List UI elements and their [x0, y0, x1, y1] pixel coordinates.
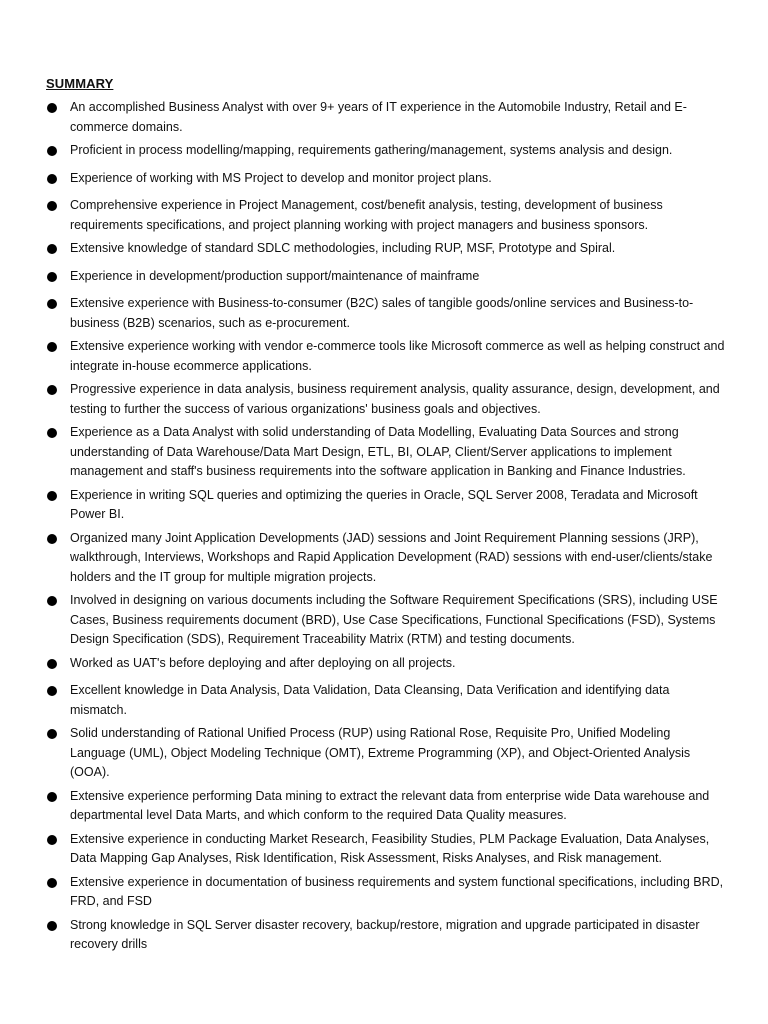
- bullet-icon: [47, 659, 57, 669]
- summary-item-text: An accomplished Business Analyst with over 9+ years of IT experience in the Automobile Industry, Retail and E-commerce domains.: [70, 100, 687, 134]
- bullet-icon: [47, 299, 57, 309]
- summary-item-text: Progressive experience in data analysis, business requirement analysis, quality assurance, design, development, and testing to further the success of various organizations' business goals and objectives.: [70, 382, 720, 416]
- summary-item: [46, 486, 726, 525]
- summary-item: [46, 98, 726, 137]
- bullet-icon: [47, 878, 57, 888]
- summary-item-text: Experience in development/production support/maintenance of mainframe: [70, 268, 480, 283]
- summary-item: [46, 169, 726, 189]
- bullet-icon: [47, 385, 57, 395]
- summary-item-text: Extensive experience performing Data mining to extract the relevant data from enterprise wide Data warehouse and departmental level Data Marts, and which conform to the required Data Quality measures.: [70, 788, 710, 822]
- summary-item-text: Comprehensive experience in Project Management, cost/benefit analysis, testing, development of business requirements specifications, and project planning working with project managers and business sponsors.: [70, 198, 663, 232]
- bullet-icon: [47, 146, 57, 156]
- bullet-icon: [47, 103, 57, 113]
- bullet-icon: [47, 729, 57, 739]
- summary-item-text: Extensive experience in conducting Market Research, Feasibility Studies, PLM Package Evaluation, Data Analyses, Data Mapping Gap Analyses, Risk Identification, Risk Assessment, Risks Analyses, and Risk management.: [70, 831, 710, 865]
- summary-heading: SUMMARY: [46, 76, 114, 91]
- bullet-icon: [47, 596, 57, 606]
- summary-item: [46, 529, 726, 588]
- bullet-icon: [47, 428, 57, 438]
- summary-item: [46, 141, 726, 161]
- bullet-icon: [47, 835, 57, 845]
- summary-item-text: Extensive experience with Business-to-consumer (B2C) sales of tangible goods/online services and Business-to-business (B2B) scenarios, such as e-procurement.: [70, 296, 694, 330]
- summary-item-text: Strong knowledge in SQL Server disaster recovery, backup/restore, migration and upgrade participated in disaster recovery drills: [70, 917, 700, 951]
- summary-item: [46, 916, 726, 955]
- summary-item-text: Experience in writing SQL queries and optimizing the queries in Oracle, SQL Server 2008, Teradata and Microsoft Power BI.: [70, 487, 698, 521]
- bullet-icon: [47, 921, 57, 931]
- summary-item-text: Excellent knowledge in Data Analysis, Data Validation, Data Cleansing, Data Verification and identifying data mismatch.: [70, 683, 670, 717]
- bullet-icon: [47, 686, 57, 696]
- summary-item: [46, 654, 726, 674]
- summary-item: [46, 873, 726, 912]
- bullet-icon: [47, 792, 57, 802]
- bullet-icon: [47, 272, 57, 282]
- summary-item: [46, 830, 726, 869]
- bullet-icon: [47, 342, 57, 352]
- summary-item-text: Organized many Joint Application Developments (JAD) sessions and Joint Requirement Planning sessions (JRP), walkthrough, Interviews, Workshops and Rapid Application Development (RAD) sessions with end-user/clients/stake holders and the IT group for multiple migration projects.: [70, 530, 713, 584]
- summary-item-text: Solid understanding of Rational Unified Process (RUP) using Rational Rose, Requisite Pro, Unified Modeling Language (UML), Object Modeling Technique (OMT), Extreme Programming (XP), and Object-Oriented Analysis (OOA).: [70, 726, 691, 779]
- summary-item: [46, 787, 726, 826]
- summary-item: [46, 681, 726, 720]
- summary-item: [46, 380, 726, 419]
- summary-item-text: Extensive experience in documentation of business requirements and system functional specifications, including BRD, FRD, and FSD: [70, 874, 724, 908]
- summary-item-text: Worked as UAT's before deploying and after deploying on all projects.: [70, 655, 456, 670]
- summary-item: [46, 239, 726, 259]
- summary-bullet-list: [46, 98, 726, 959]
- summary-item: [46, 337, 726, 376]
- bullet-icon: [47, 491, 57, 501]
- bullet-icon: [47, 174, 57, 184]
- bullet-icon: [47, 201, 57, 211]
- summary-item: [46, 591, 726, 650]
- summary-item: [46, 724, 726, 783]
- summary-item-text: Extensive knowledge of standard SDLC methodologies, including RUP, MSF, Prototype and Spiral.: [70, 241, 616, 255]
- summary-item: [46, 423, 726, 482]
- summary-item-text: Experience of working with MS Project to develop and monitor project plans.: [70, 170, 492, 185]
- summary-item-text: Involved in designing on various documents including the Software Requirement Specifications (SRS), including USE Cases, Business requirements document (BRD), Use Case Specifications, Functional Specifications (FSD), Systems Design Specification (SDS), Requirement Traceability Matrix (RTM) and testing documents.: [70, 593, 718, 646]
- bullet-icon: [47, 534, 57, 544]
- summary-item-text: Extensive experience working with vendor e-commerce tools like Microsoft commerce as well as helping construct and integrate in-house ecommerce applications.: [70, 339, 725, 373]
- summary-item-text: Experience as a Data Analyst with solid understanding of Data Modelling, Evaluating Data Sources and strong understanding of Data Warehouse/Data Mart Design, ETL, BI, OLAP, Client/Server applications to implement management and staff's business requirements into the software application in Banking and Finance Industries.: [70, 425, 686, 478]
- summary-item-text: Proficient in process modelling/mapping, requirements gathering/management, systems analysis and design.: [70, 143, 673, 157]
- summary-item: [46, 196, 726, 235]
- bullet-icon: [47, 244, 57, 254]
- summary-item: [46, 294, 726, 333]
- summary-item: [46, 267, 726, 287]
